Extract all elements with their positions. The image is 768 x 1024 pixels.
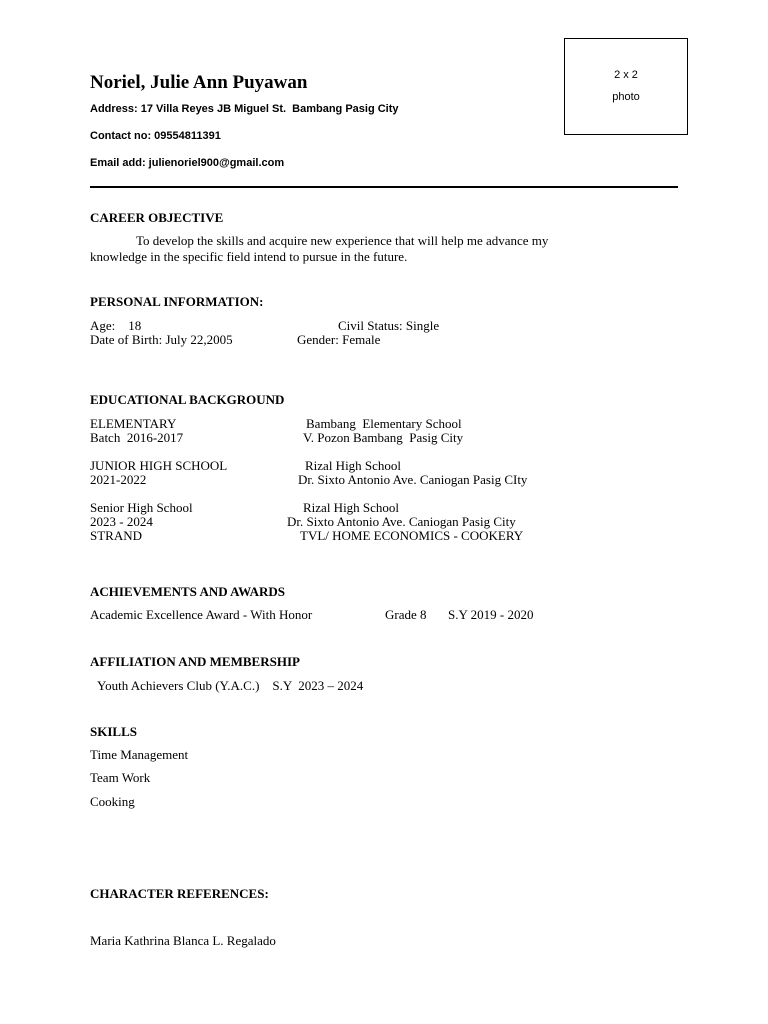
affiliation-heading: AFFILIATION AND MEMBERSHIP	[90, 654, 300, 669]
contact-number: Contact no: 09554811391	[90, 130, 221, 142]
references-heading: CHARACTER REFERENCES:	[90, 886, 269, 901]
junior-high-school: Rizal High School	[305, 458, 402, 473]
reference-person: Maria Kathrina Blanca L. Regalado	[90, 933, 276, 948]
career-objective-line1: To develop the skills and acquire new experience that will help me advance my	[136, 233, 549, 248]
skill-item: Time Management	[90, 747, 189, 762]
education-heading: EDUCATIONAL BACKGROUND	[90, 392, 285, 407]
achievements-heading: ACHIEVEMENTS AND AWARDS	[90, 584, 286, 599]
career-objective-heading: CAREER OBJECTIVE	[90, 210, 224, 225]
address-line: Address: 17 Villa Reyes JB Miguel St. Bambang Pasig City	[90, 103, 399, 115]
skill-item: Cooking	[90, 794, 135, 809]
personal-info-heading: PERSONAL INFORMATION:	[90, 294, 264, 309]
elementary-batch: Batch 2016-2017	[90, 430, 184, 445]
skill-item: Team Work	[90, 770, 151, 785]
photo-placeholder	[564, 38, 688, 135]
header-divider	[90, 186, 678, 188]
award-school-year: S.Y 2019 - 2020	[448, 607, 534, 622]
senior-high-years: 2023 - 2024	[90, 514, 153, 529]
senior-high-school: Rizal High School	[303, 500, 400, 515]
applicant-name: Noriel, Julie Ann Puyawan	[90, 72, 308, 93]
elementary-address: V. Pozon Bambang Pasig City	[303, 430, 464, 445]
senior-high-level: Senior High School	[90, 500, 193, 515]
date-of-birth-field: Date of Birth: July 22,2005	[90, 332, 233, 347]
skills-heading: SKILLS	[90, 724, 137, 739]
elementary-school: Bambang Elementary School	[306, 416, 462, 431]
gender-field: Gender: Female	[297, 332, 381, 347]
email-address: Email add: julienoriel900@gmail.com	[90, 157, 285, 169]
junior-high-level: JUNIOR HIGH SCHOOL	[90, 458, 228, 473]
award-name: Academic Excellence Award - With Honor	[90, 607, 313, 622]
career-objective-line2: knowledge in the specific field intend to pursue in the future.	[90, 249, 408, 264]
civil-status-field: Civil Status: Single	[338, 318, 440, 333]
photo-label: photo	[612, 91, 640, 103]
award-grade: Grade 8	[385, 607, 427, 622]
strand-label: STRAND	[90, 528, 143, 543]
junior-high-address: Dr. Sixto Antonio Ave. Caniogan Pasig CIty	[298, 472, 528, 487]
photo-size-label: 2 x 2	[614, 69, 638, 81]
elementary-level: ELEMENTARY	[90, 416, 177, 431]
strand-value: TVL/ HOME ECONOMICS - COOKERY	[300, 528, 524, 543]
age-field: Age: 18	[90, 318, 142, 333]
senior-high-address: Dr. Sixto Antonio Ave. Caniogan Pasig City	[287, 514, 516, 529]
affiliation-item: Youth Achievers Club (Y.A.C.) S.Y 2023 – 2024	[97, 678, 364, 693]
junior-high-years: 2021-2022	[90, 472, 147, 487]
